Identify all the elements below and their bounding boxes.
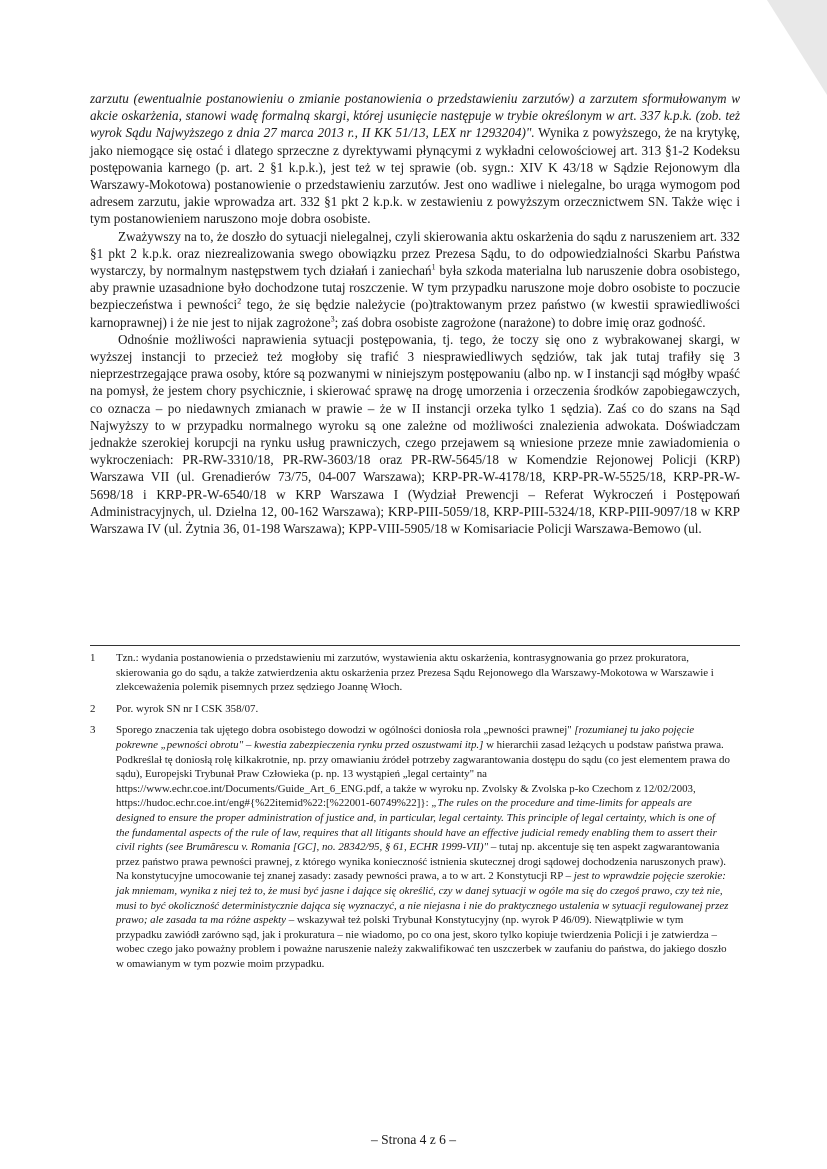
footnotes xyxy=(90,651,730,978)
footnote-1 xyxy=(90,651,730,695)
page-corner-fold xyxy=(767,0,827,95)
footnote-ref-1[interactable]: 1 xyxy=(431,262,436,272)
footnote-text: Tzn.: wydania postanowienia o przedstawieniu mi zarzutów, wystawienia aktu oskarżenia, kontrasygnowania go przez prokuratora, skierowania go do sądu, a także zatwierdzenia aktu oskarżenia przez Prezesa Sądu Rejonowego dla Warszawy-Mokotowa w Warszawie i zlekceważenia polemik pisemnych przez sędziego Joannę Włoch. xyxy=(116,652,714,694)
footnote-number: 2 xyxy=(90,702,96,715)
footnote-separator xyxy=(90,645,740,646)
footnote-text: Por. wyrok SN nr I CSK 358/07. xyxy=(116,702,259,715)
footnote-ref-2[interactable]: 2 xyxy=(237,297,242,307)
paragraph-1: zarzutu (ewentualnie postanowieniu o zmianie postanowienia o przedstawieniu zarzutów) a zarzutem sformułowanym w akcie oskarżenia, stanowi wadę formalną skargi, której usunięcie następuje w trybie określonym w art. 337 k.p.k. (zob. też wyrok Sądu Najwyższego z dnia 27 marca 2013 r., II KK 51/13, LEX nr 1293204)". Wynika z powyższego, że na krytykę, jako niemogące się ostać i dlatego sprzeczne z dyrektywami płynącymi z wykładni celowościowej art. 313 §1-2 Kodeksu postępowania karnego (p. art. 2 §1 k.p.k.), jest też w tej sprawie (ob. sygn.: XIV K 43/18 w Sądzie Rejonowym dla Warszawy-Mokotowa) postanowienie o przedstawieniu zarzutów. Jest ono wadliwe i nielegalne, bo urąga wymogom pod adresem zarzutu, jakie wprowadza art. 332 §1 pkt 2 k.p.k. w zestawieniu z powyższym orzecznictwem SN. Także więc i tym postanowieniem naruszono moje dobra osobiste. xyxy=(90,91,740,227)
footnote-number: 3 xyxy=(90,724,96,737)
footnote-number: 1 xyxy=(90,652,96,664)
paragraph-2: Zważywszy na to, że doszło do sytuacji nielegalnej, czyli skierowania aktu oskarżenia do sądu z naruszeniem art. 332 §1 pkt 2 k.p.k. oraz niezrealizowania swego obowiązku przez Prezesa Sądu, to do odpowiedzialności Skarbu Państwa wystarczy, by normalnym następstwem tych działań i zaniechań$^1$ była szkoda materialna lub naruszenie dobra osobistego, aby prawnie uzasadnione było dochodzone tutaj roszczenie. W tym przypadku naruszone moje dobro osobiste to poczucie bezpieczeństwa i pewności$^2$ tego, że się będzie należycie (po)traktowanym przez państwo (w kwestii sprawiedliwości karnoprawnej) i że nie jest to nijak zagrożone$^3$; zaś dobra osobiste zagrożone (narażone) to dobre imię oraz godność. xyxy=(90,228,741,330)
footnote-3 xyxy=(90,723,730,971)
footnote-text: Sporego znaczenia tak ujętego dobra osobistego dowodzi w ogólności doniosła rola „pewności prawnej" [rozumianej tu jako pojęcie pokrewne „pewności obrotu" – kwestia zabezpieczenia rynku przed oszustwami itp.] w hierarchii zasad leżących u podstaw państwa prawa. Podkreślał tę doniosłą rolę kilkakrotnie, np. przy omawianiu źródeł potrzeby zagwarantowania dostępu do sądu (co jest elementem prawa do sądu), Europejski Trybunał Praw Człowieka (p. np. 13 wystąpień „legal certainty" na https://www.echr.coe.int/Documents/Guide_Art_6_ENG.pdf, a także w wyroku np. Zvolsky & Zvolska p-ko Czechom z 12/02/2003, https://hudoc.echr.coe.int/eng#{%22itemid%22:[%22001-60749%22]}: „The rules on the procedure and time-limits for appeals are designed to ensure the proper administration of justice and, in particular, legal certainty. This principle of legal certainty, which is one of the fundamental aspects of the rule of law, requires that all litigants should have an effective judicial remedy enabling them to assert their civil rights (see Brumărescu v. Romania [GC], no. 28342/95, § 61, ECHR 1999-VII)" – tutaj np. akcentuje się ten aspekt zagwarantowania przez państwo prawa pewności prawnej, z którego wynika konieczność istnienia skutecznej drogi sądowej dochodzenia naruszonych praw). Na konstytucyjne umocowanie tej znanej zasady: zasady pewności prawa, a to w art. 2 Konstytucji RP – jest to wprawdzie pojęcie szerokie: jak mniemam, wynika z niej też to, że musi być jasne i dające się określić, czy w danej sytuacji w ogóle ma się do czegoś prawo, czy też nie, musi to być okoliczność deterministycznie dająca się wyznaczyć, a nie niejasna i nie do praktycznego ustalenia w sytuacji regulowanej przez prawo; ale zasada ta ma różne aspekty – wskazywał też polski Trybunał Konstytucyjny (np. wyrok P 46/09). Niewątpliwie w tym przypadku zawiódł zarówno sąd, jak i prokuratura – nie wiadomo, po co ona jest, skoro tylko kopiuje twierdzenia Policji i je zatwierdza – wobec czego jako poważny problem i poważne naruszenie należy zakwalifikować ten uszczerbek w zaufaniu do państwa, do jakiego doszło w omawianym w tym pozwie moim przypadku. xyxy=(116,724,730,970)
page-number: – Strona 4 z 6 – xyxy=(370,1132,457,1147)
footnote-ref-3[interactable]: 3 xyxy=(330,314,335,324)
footnote-2 xyxy=(90,702,730,717)
main-text xyxy=(90,90,740,537)
paragraph-3: Odnośnie możliwości naprawienia sytuacji postępowania, tj. tego, że toczy się ono z wybrakowanej skargi, w wyższej instancji to przecież też mogłoby się trafić 3 niesprawiedliwych sędziów, tak jak tutaj trafiły się 3 nieprzestrzegające prawa osoby, które są pozwanymi w niniejszym postępowaniu (albo np. w I instancji sąd mógłby wpaść na pomysł, że jestem chory psychicznie, i skierować sprawę na drogę umorzenia i orzeczenia środków zapobiegawczych, co oznacza – po niedawnych zmianach w prawie – że w II instancji orzeka tylko 1 sędzia). Zaś co do szans na Sąd Najwyższy to w przypadku normalnego wyroku są one zależne od możliwości znalezienia adwokata. Doświadczam jednakże szerokiej korupcji na rynku usług prawniczych, czego przejawem są wniesione przeze mnie zawiadomienia o wykroczeniach: PR-RW-3310/18, PR-RW-3603/18 oraz PR-RW-5645/18 w Komendzie Rejonowej Policji (KRP) Warszawa VII (ul. Grenadierów 73/75, 04-007 Warszawa); KRP-PR-W-4178/18, KRP-PR-W-5525/18, KRP-PR-W-5698/18 i KRP-PR-W-6540/18 w KRP Warszawa I (Wydział Prewencji – Referat Wykroczeń i Postępowań Administracyjnych, ul. Dzielna 12, 00-162 Warszawa); KRP-PIII-5059/18, KRP-PIII-5324/18, KRP-PIII-9097/18 w KRP Warszawa IV (ul. Żytnia 36, 01-198 Warszawa); KPP-VIII-5905/18 w Komisariacie Policji Warszawa-Bemowo (ul. xyxy=(90,331,740,537)
quoted-ruling: zarzutu (ewentualnie postanowieniu o zmianie postanowienia o przedstawieniu zarzutów) a zarzutem sformułowanym w akcie oskarżenia, stanowi wadę formalną skargi, której usunięcie następuje w trybie określonym w art. 337 k.p.k. (zob. też wyrok Sądu Najwyższego z dnia 27 marca 2013 r., II KK 51/13, LEX nr 1293204)". xyxy=(90,91,740,141)
